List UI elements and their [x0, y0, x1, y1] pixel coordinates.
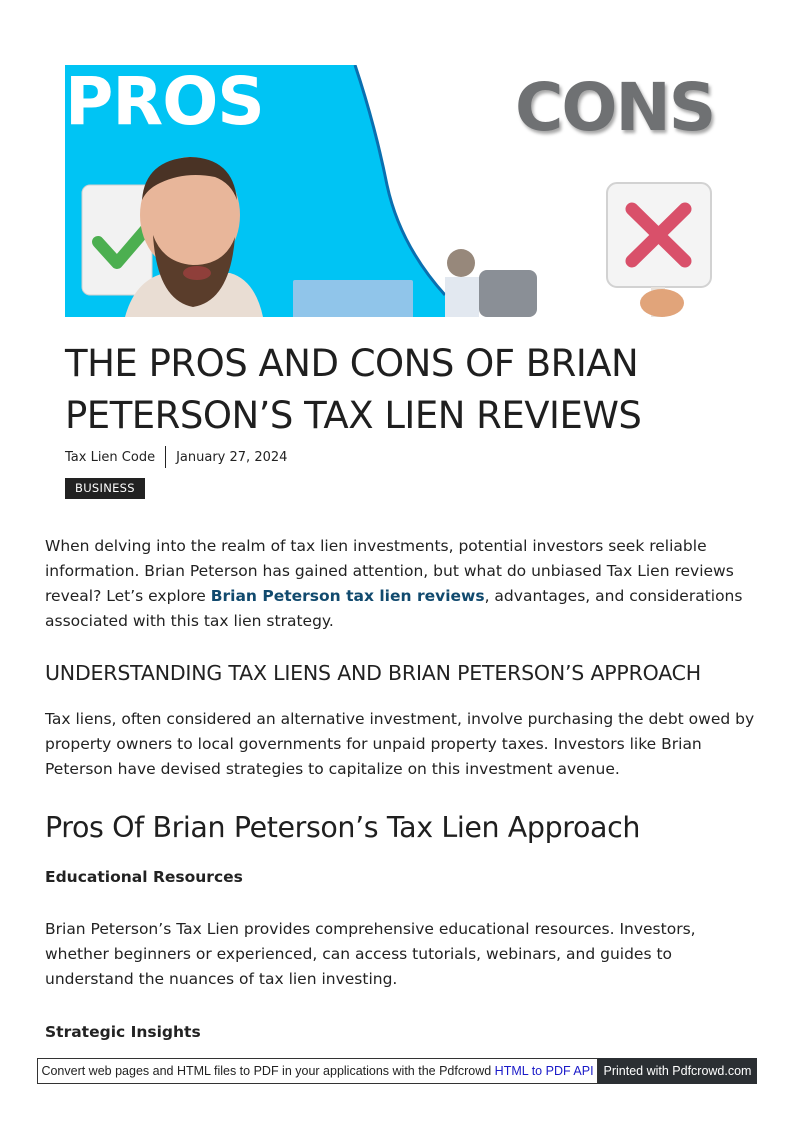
intro-paragraph: [45, 534, 755, 634]
banner-text: Convert web pages and HTML files to PDF in your applications with the Pdfcrowd: [41, 1064, 495, 1078]
article-body: [45, 534, 755, 1043]
section-heading-pros: Pros Of Brian Peterson’s Tax Lien Approach: [45, 811, 641, 844]
pdfcrowd-printed-badge[interactable]: Printed with Pdfcrowd.com: [598, 1058, 757, 1084]
reviews-link[interactable]: Brian Peterson tax lien reviews: [210, 587, 485, 605]
paragraph-educational-resources: Brian Peterson’s Tax Lien provides comprehensive educational resources. Investors, whether beginners or experienced, can access tutorials, webinars, and guides to understand the nuances of tax lien investing.: [45, 920, 696, 988]
article-meta: [65, 446, 287, 468]
section-heading-understanding: UNDERSTANDING TAX LIENS AND BRIAN PETERSON’S APPROACH: [45, 661, 702, 685]
subheading-strategic-insights: Strategic Insights: [45, 1023, 201, 1041]
intro-text-start: When delving into the realm of tax lien investments, potential investors seek reliable information. Brian Peterson has gained attention, but what do unbiased Tax Lien reviews reveal? Let’s explore: [45, 537, 734, 605]
hero-cons-label: CONS: [515, 69, 715, 146]
category-badge[interactable]: BUSINESS: [65, 478, 145, 499]
publish-date: January 27, 2024: [176, 449, 288, 465]
section-paragraph-understanding: Tax liens, often considered an alternative investment, involve purchasing the debt owed by property owners to local governments for unpaid property taxes. Investors like Brian Peterson have devised strategies to capitalize on this investment avenue.: [45, 710, 755, 778]
subheading-educational-resources: Educational Resources: [45, 868, 243, 886]
hero-image: [65, 65, 730, 317]
meta-divider: [165, 446, 166, 468]
pdfcrowd-banner: [37, 1058, 598, 1084]
hero-pros-label: PROS: [65, 65, 264, 140]
author-link[interactable]: Tax Lien Code: [65, 449, 156, 465]
intro-text-end: , advantages, and considerations associated with this tax lien strategy.: [45, 587, 743, 630]
html-to-pdf-link[interactable]: HTML to PDF API: [494, 1064, 594, 1078]
article-title: THE PROS AND CONS OF BRIAN PETERSON’S TAX LIEN REVIEWS: [65, 342, 642, 437]
